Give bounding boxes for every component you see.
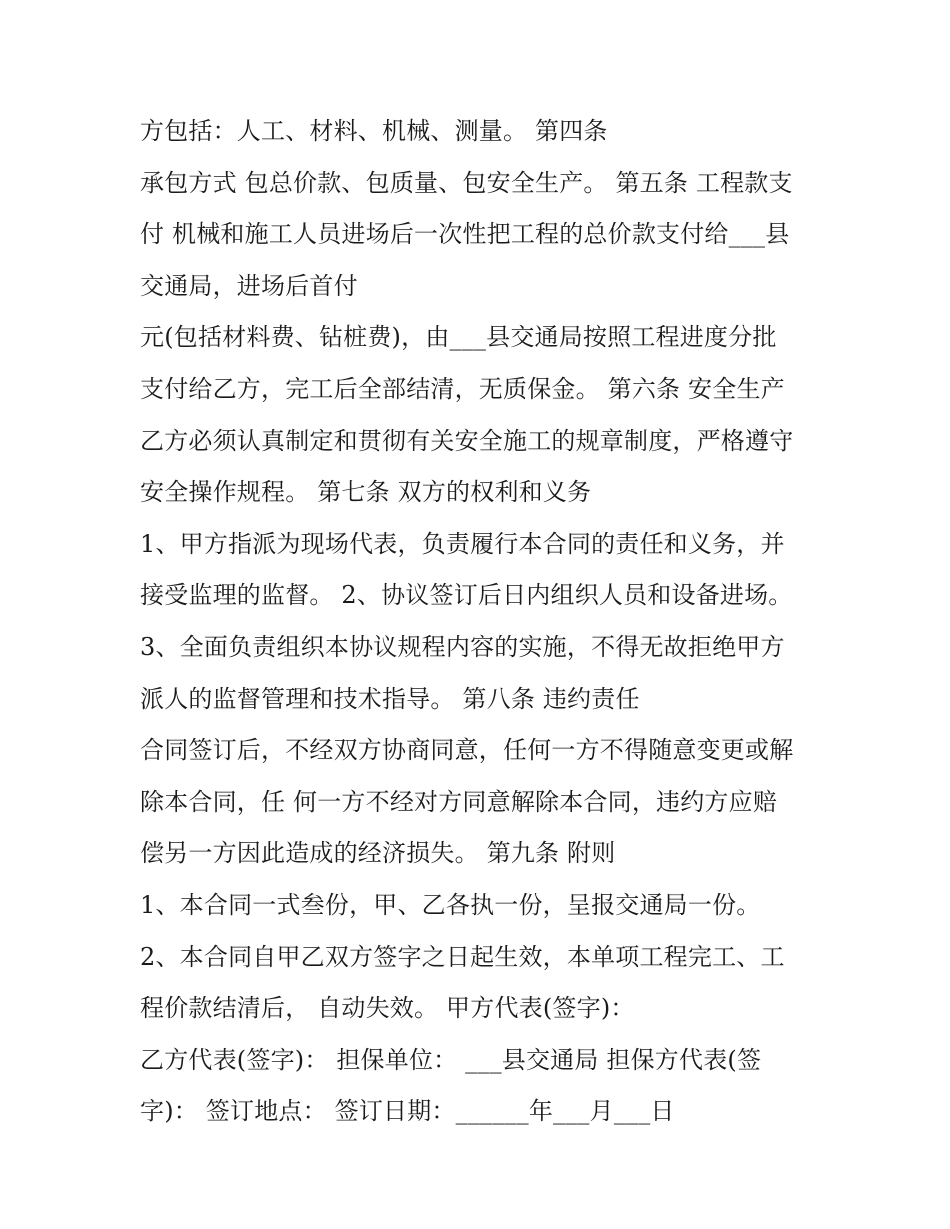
text-line: 交通局，进场后首付 [140, 271, 358, 300]
text-line: 除本合同，任 何一方不经对方同意解除本合同，违约方应赔 [140, 787, 778, 816]
text-line: 安全操作规程。 第七条 双方的权利和义务 [140, 478, 592, 507]
text-line: 程价款结清后， 自动失效。 甲方代表(签字)： [140, 994, 635, 1023]
text-line: 支付给乙方，完工后全部结清，无质保金。 第六条 安全生产 [140, 374, 785, 403]
text-line: 2、本合同自甲乙双方签字之日起生效，本单项工程完工、工 [140, 942, 785, 971]
text-line: 乙方代表(签字)： 担保单位： ___县交通局 担保方代表(签 [140, 1045, 762, 1074]
text-line: 乙方必须认真制定和贯彻有关安全施工的规章制度，严格遵守 [140, 426, 794, 455]
text-line: 合同签订后，不经双方协商同意，任何一方不得随意变更或解 [140, 736, 794, 765]
text-line: 接受监理的监督。 2、协议签订后日内组织人员和设备进场。 [140, 581, 793, 610]
text-line: 派人的监督管理和技术指导。 第八条 违约责任 [140, 684, 640, 713]
text-line: 方包括：人工、材料、机械、测量。 第四条 [140, 117, 608, 145]
text-line: 偿另一方因此造成的经济损失。 第九条 附则 [140, 839, 616, 868]
text-line: 付 机械和施工人员进场后一次性把工程的总价款支付给___县 [140, 220, 790, 249]
text-line: 元(包括材料费、钻桩费)，由___县交通局按照工程进度分批 [140, 323, 777, 352]
text-line: 1、甲方指派为现场代表，负责履行本合同的责任和义务，并 [140, 529, 785, 558]
contract-body-text [140, 106, 820, 1138]
text-line: 1、本合同一式叁份，甲、乙各执一份，呈报交通局一份。 [140, 890, 761, 919]
text-line: 字)： 签订地点： 签订日期：______年___月___日 [140, 1097, 675, 1126]
text-line: 承包方式 包总价款、包质量、包安全生产。 第五条 工程款支 [140, 168, 793, 197]
text-line: 3、全面负责组织本协议规程内容的实施，不得无故拒绝甲方 [140, 632, 785, 661]
